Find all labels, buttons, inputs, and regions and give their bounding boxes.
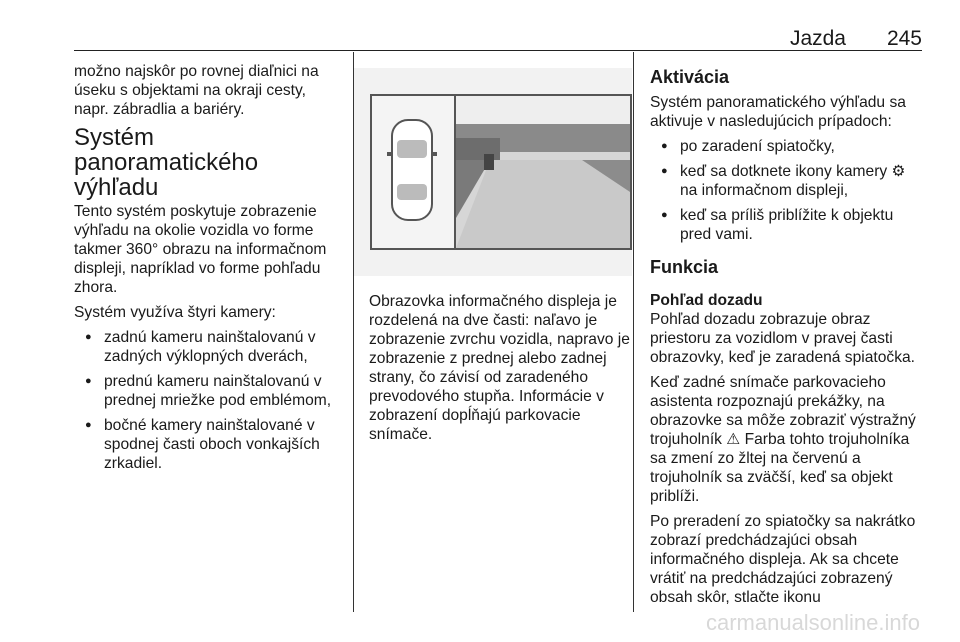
list-item: ● bočné kamery nainštalované v spodnej časti oboch vonkajších zrkadiel. [74,416,344,473]
surround-view-image [354,68,632,276]
warning-paragraph: Keď zadné snímače parkovacieho asistenta rozpoznajú prekážky, na obrazovke sa môže zobraziť výstražný trojuholník ⚠ Farba tohto trojuholníka sa zmení zo žltej na červenú a trojuholník sa zväčší, keď sa objekt priblíži. [650,374,916,505]
list-item: ● po zaradení spiatočky, [650,137,926,156]
page-number: 245 [886,27,922,50]
rear-view-paragraph: Pohľad dozadu zobrazuje obraz priestoru za vozidlom v pravej časti obrazovky, keď je zaradená spiatočka. [650,311,916,366]
list-item: ● keď sa dotknete ikony kamery ⚙ na informačnom displeji, [650,162,926,200]
page-header [74,24,922,51]
car-top-view-icon [387,120,437,220]
function-heading: Funkcia [650,257,719,277]
cameras-intro: Systém využíva štyri kamery: [74,304,276,321]
column-right [650,62,926,613]
display-figure [354,68,632,276]
activation-heading: Aktivácia [650,67,730,87]
activation-paragraph: Systém panoramatického výhľadu sa aktivuje v nasledujúcich prípadoch: [650,94,906,130]
section-title: Jazda [789,27,846,50]
list-item: ● prednú kameru nainštalovanú v prednej mriežke pod emblémom, [74,372,344,410]
shift-paragraph: Po preradení zo spiatočky sa nakrátko zobrazí predchádzajúci obsah informačného displeja. Ak sa chcete vrátiť na predchádzajúci zobrazený obsah skôr, stlačte ikonu [650,513,916,606]
intro-paragraph: možno najskôr po rovnej diaľnici na úseku s objektami na okraji cesty, napr. zábradlia a bariéry. [74,63,319,118]
column-left [74,62,344,479]
trash-bin [484,154,494,170]
column-divider [633,52,634,612]
column-middle [369,292,631,450]
list-item: ● keď sa príliš priblížite k objektu pred vami. [650,206,926,244]
description-paragraph: Tento systém poskytuje zobrazenie výhľadu na okolie vozidla vo forme takmer 360° obrazu na informačnom displeji, napríklad vo forme pohľadu zhora. [74,203,327,296]
section-heading: Systém panoramatického výhľadu [74,124,259,201]
activation-list [650,137,926,244]
figure-caption: Obrazovka informačného displeja je rozdelená na dve časti: naľavo je zobrazenie zvrchu vozidla, napravo je zobrazenie z prednej alebo zadnej strany, čo závisí od zaradeného prevodového stupňa. Informácie v zobrazení dopĺňajú parkovacie snímače. [369,293,630,443]
list-item: ● zadnú kameru nainštalovanú v zadných výklopných dverách, [74,328,344,366]
watermark: carmanualsonline.info [705,610,920,635]
camera-list [74,328,344,473]
rear-view-heading: Pohľad dozadu [650,292,763,309]
